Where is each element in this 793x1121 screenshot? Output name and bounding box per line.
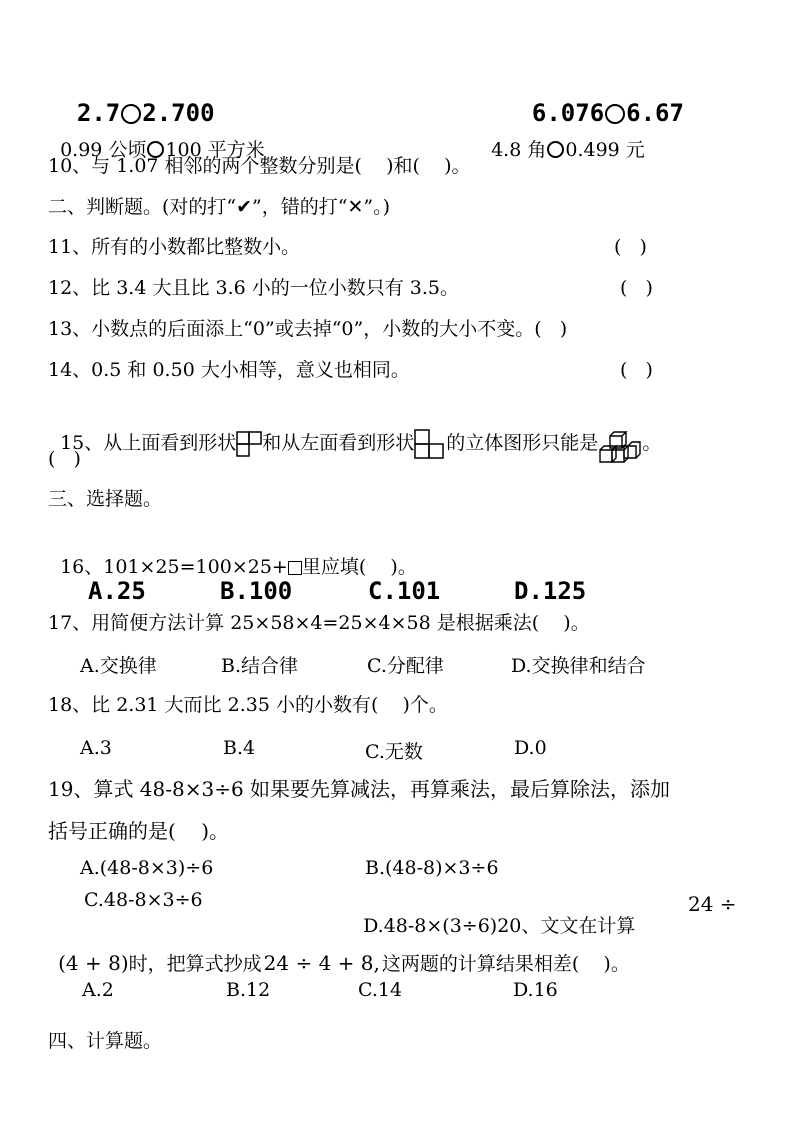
q17-option-c[interactable]: C.分配律 xyxy=(367,655,444,677)
compare-row-2-right xyxy=(479,114,645,162)
q20-text-b: 时，把算式抄成 xyxy=(128,953,262,975)
question-10: 10、与 1.07 相邻的两个整数分别是( )和( )。 xyxy=(48,155,471,177)
question-15 xyxy=(48,400,661,464)
q20-math-divisor: (4 + 8) xyxy=(58,951,129,975)
q16-option-c[interactable]: C.101 xyxy=(368,577,441,605)
question-14: 14、0.5 和 0.50 大小相等，意义也相同。 xyxy=(48,359,410,381)
answer-paren-14[interactable]: ( ) xyxy=(620,359,653,381)
compare-left-b: 100 平方米 xyxy=(165,139,265,161)
answer-paren-15[interactable]: ( ) xyxy=(48,448,81,470)
q20-option-a[interactable]: A.2 xyxy=(82,979,114,1001)
q16-text-a: 16、101×25=100×25+ xyxy=(60,556,288,578)
section-2-title: 二、判断题。(对的打“✔”，错的打“✕”。) xyxy=(48,196,391,218)
q20-text-c: 这两题的计算结果相差( )。 xyxy=(381,953,630,975)
q18-option-b[interactable]: B.4 xyxy=(223,737,256,759)
q20-text-a: 20、文文在计算 xyxy=(497,915,636,937)
question-12: 12、比 3.4 大且比 3.6 小的一位小数只有 3.5。 xyxy=(48,277,460,299)
q18-option-d[interactable]: D.0 xyxy=(514,737,547,759)
answer-paren-12[interactable]: ( ) xyxy=(620,277,653,299)
cube-stack-icon xyxy=(598,424,642,464)
q20-option-d[interactable]: D.16 xyxy=(513,979,558,1001)
q15-text-a: 15、从上面看到形状 xyxy=(60,432,237,454)
q16-option-b[interactable]: B.100 xyxy=(220,577,293,605)
q15-text-d: 。 xyxy=(642,432,662,454)
compare-right-b: 6.67 xyxy=(626,99,684,127)
q20-math-dividend: 24 ÷ xyxy=(688,892,737,916)
question-20-line-2 xyxy=(46,927,630,976)
top-view-shape-icon xyxy=(236,431,262,457)
q19-option-a[interactable]: A.(48-8×3)÷6 xyxy=(80,857,214,879)
q15-text-c: 的立体图形只能是 xyxy=(446,432,599,454)
compare-left-b: 2.700 xyxy=(142,99,215,127)
compare-circle[interactable] xyxy=(547,141,564,158)
q19-option-b[interactable]: B.(48-8)×3÷6 xyxy=(365,857,499,879)
q20-math-wrong: 24 ÷ 4 + 8, xyxy=(263,951,380,975)
compare-right-a: 4.8 角 xyxy=(491,139,547,161)
question-19-line-1: 19、算式 48-8×3÷6 如果要先算减法，再算乘法，最后算除法，添加 xyxy=(48,777,671,801)
q16-option-d[interactable]: D.125 xyxy=(514,577,587,605)
section-3-title: 三、选择题。 xyxy=(48,488,163,510)
q20-option-b[interactable]: B.12 xyxy=(226,979,271,1001)
question-11: 11、所有的小数都比整数小。 xyxy=(48,236,301,258)
q20-option-c[interactable]: C.14 xyxy=(358,979,403,1001)
answer-paren-11[interactable]: ( ) xyxy=(614,236,647,258)
q19-option-d-label: D.48-8×(3÷6) xyxy=(363,915,498,937)
q17-option-a[interactable]: A.交换律 xyxy=(80,655,157,677)
q16-option-a[interactable]: A.25 xyxy=(88,577,146,605)
q16-text-b: 里应填( )。 xyxy=(301,556,417,578)
compare-right-b: 0.499 元 xyxy=(565,139,645,161)
left-view-shape-icon xyxy=(414,429,446,459)
question-16 xyxy=(48,531,417,579)
q17-option-d[interactable]: D.交换律和结合 xyxy=(511,655,646,677)
question-13: 13、小数点的后面添上“0”或去掉“0”，小数的大小不变。( ) xyxy=(48,318,568,340)
q15-text-b: 和从左面看到形状 xyxy=(262,432,415,454)
compare-left-a: 0.99 公顷 xyxy=(60,139,147,161)
question-17: 17、用简便方法计算 25×58×4=25×4×58 是根据乘法( )。 xyxy=(48,612,590,634)
section-4-title: 四、计算题。 xyxy=(48,1030,163,1052)
question-19-line-2: 括号正确的是( )。 xyxy=(48,819,230,843)
compare-right-a: 6.076 xyxy=(531,99,605,127)
q18-option-c[interactable]: C.无数 xyxy=(365,741,423,763)
q19-option-c[interactable]: C.48-8×3÷6 xyxy=(84,889,203,911)
blank-square-icon xyxy=(288,561,302,575)
q18-option-a[interactable]: A.3 xyxy=(80,737,112,759)
q17-option-b[interactable]: B.结合律 xyxy=(221,655,299,677)
question-18: 18、比 2.31 大而比 2.35 小的小数有( )个。 xyxy=(48,694,448,716)
compare-left-a: 2.7 xyxy=(76,99,121,127)
